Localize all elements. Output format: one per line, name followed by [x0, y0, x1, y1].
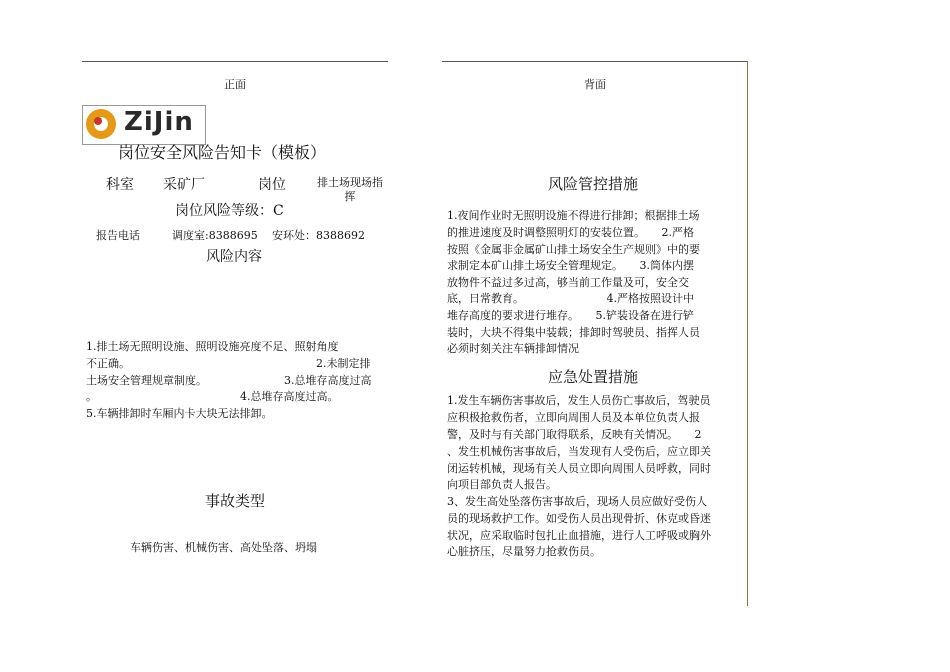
control-heading: 风险管控措施	[548, 175, 639, 193]
risk-line: 5.车辆排卸时车厢内卡大块无法排卸。	[86, 407, 273, 420]
front-side-label: 正面	[224, 78, 246, 91]
back-right-border	[747, 61, 748, 606]
control-line: 必须时刻关注车辆排卸情况	[447, 342, 579, 355]
risk-heading: 风险内容	[206, 249, 262, 265]
back-side-label: 背面	[584, 78, 606, 91]
logo-emblem-icon	[86, 109, 116, 139]
emergency-heading: 应急处置措施	[548, 368, 639, 386]
accident-types: 车辆伤害、机械伤害、高处坠落、坍塌	[130, 541, 317, 554]
control-line: 按照《金属非金属矿山排土场安全生产规则》中的要	[447, 243, 700, 256]
control-line: 装时，大块不得集中装载；排卸时驾驶员、指挥人员	[447, 326, 700, 339]
logo-emblem-center-icon	[94, 117, 102, 125]
front-top-rule	[82, 61, 388, 62]
back-top-rule	[442, 61, 748, 62]
risk-level: 岗位风险等级：C	[175, 203, 284, 219]
emergency-line: 应积极抢救伤者，立即向周围人员及本单位负责人报	[447, 411, 700, 424]
control-line: 放物件不益过多过高，够当前工作量及可，安全交	[447, 276, 689, 289]
control-line: 底，日常教育。 4.严格按照设计中	[447, 292, 694, 305]
control-line: 堆存高度的要求进行堆存。 5.铲装设备在进行铲	[447, 309, 694, 322]
emergency-line: 闭运转机械，现场有关人员立即向周围人员呼救，同时	[447, 462, 711, 475]
logo-text: ZiJin	[124, 107, 194, 137]
emergency-line: 1.发生车辆伤害事故后，发生人员伤亡事故后，驾驶员	[447, 394, 711, 407]
emergency-line: 心脏挤压，尽量努力抢救伤员。	[447, 545, 601, 558]
post-value-line1: 排土场现场指	[317, 176, 383, 189]
risk-line: 不正确。	[86, 357, 130, 370]
control-line: 的推进速度及时调整照明灯的安装位置。 2.严格	[447, 226, 694, 239]
control-line: 1.夜间作业时无照明设施不得进行排卸；根据排土场	[447, 209, 700, 222]
phone-safety: 安环处：8388692	[272, 229, 365, 242]
phone-label: 报告电话	[96, 229, 140, 242]
risk-line: 2.未制定排	[316, 357, 371, 370]
risk-line: 。	[86, 390, 97, 403]
risk-line: 4.总堆存高度过高。	[240, 390, 339, 403]
emergency-line: 、发生机械伤害事故后，当发现有人受伤后，应立即关	[447, 445, 711, 458]
risk-line: 土场安全管理规章制度。	[86, 374, 207, 387]
phone-dispatch: 调度室:8388695	[172, 229, 258, 242]
emergency-line: 状况，应采取临时包扎止血措施，进行人工呼吸或胸外	[447, 529, 711, 542]
emergency-line: 向项目部负责人报告。	[447, 478, 557, 491]
dept-label: 科室	[106, 177, 134, 193]
emergency-line: 3、发生高处坠落伤害事故后，现场人员应做好受伤人	[447, 495, 707, 508]
post-value-line2: 挥	[344, 190, 356, 203]
card-title: 岗位安全风险告知卡（模板）	[118, 143, 327, 162]
dept-value: 采矿厂	[163, 177, 205, 193]
risk-line: 3.总堆存高度过高	[284, 374, 372, 387]
risk-line: 1.排土场无照明设施、照明设施亮度不足、照射角度	[86, 340, 339, 353]
control-line: 求制定本矿山排土场安全管理规定。 3.筒体内摆	[447, 259, 694, 272]
accident-heading: 事故类型	[205, 492, 266, 510]
emergency-line: 员的现场救护工作。如受伤人员出现骨折、休克或昏迷	[447, 512, 711, 525]
zijin-logo	[82, 105, 206, 145]
post-label: 岗位	[258, 177, 286, 193]
emergency-line: 警，及时与有关部门取得联系，反映有关情况。 2	[447, 428, 702, 441]
